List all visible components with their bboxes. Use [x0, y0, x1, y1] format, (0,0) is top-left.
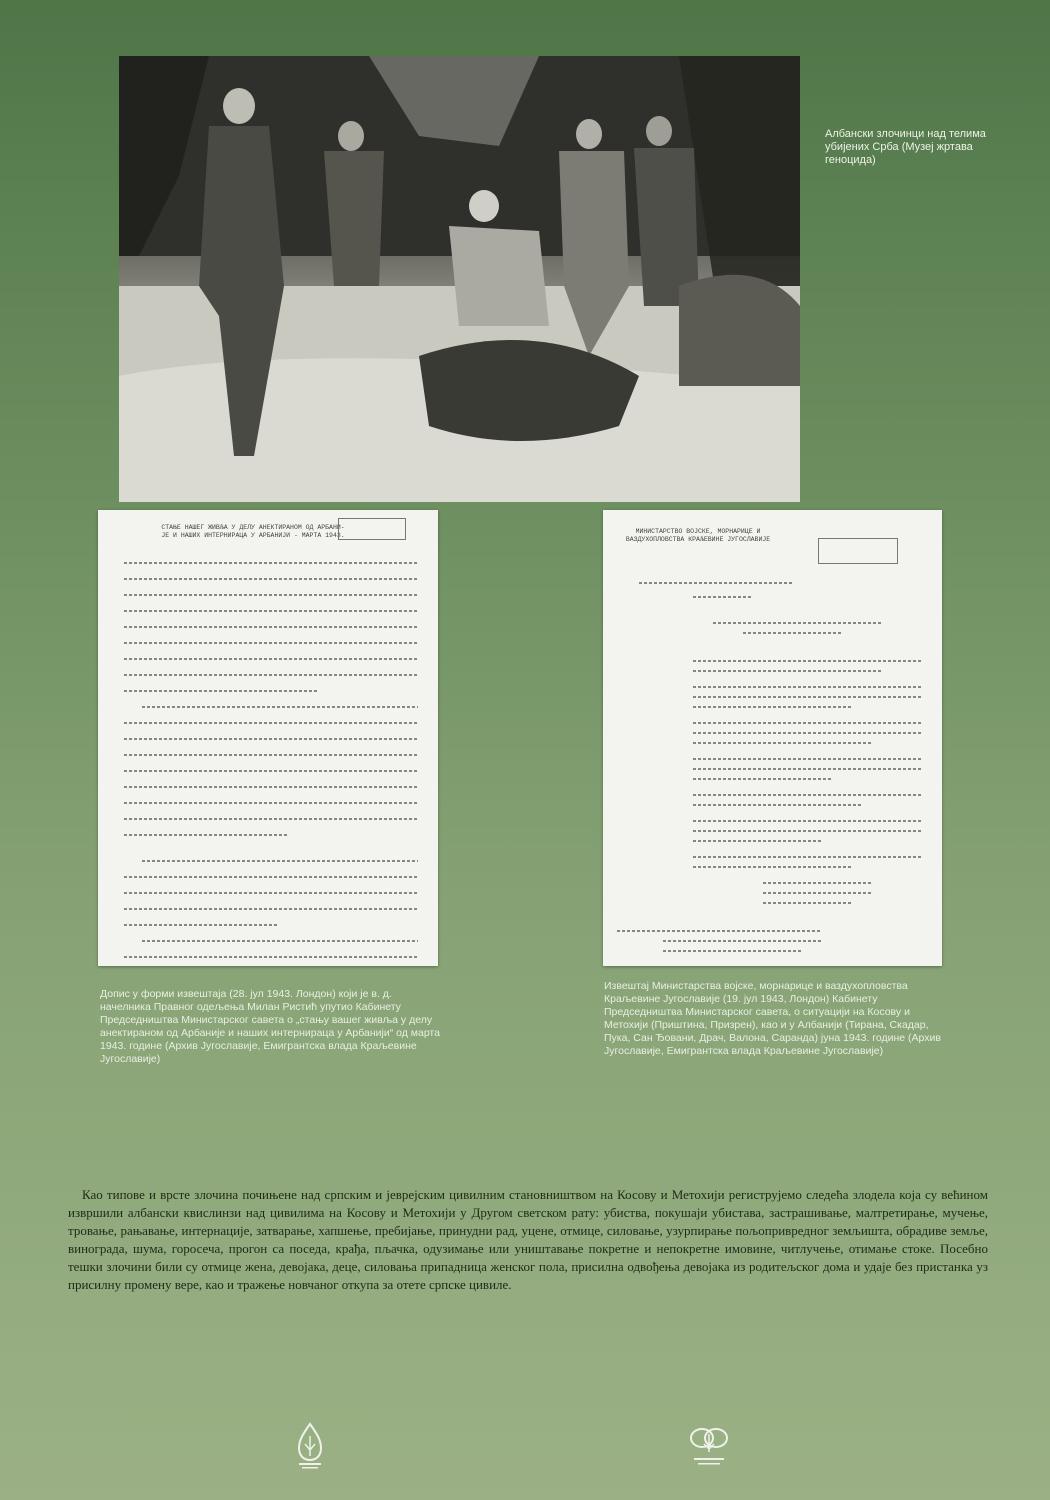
document-right-heading: МИНИСТАРСТВО ВОЈСКЕ, МОРНАРИЦЕ И ВАЗДУХОПЛОВСТВА КРАЉЕВИНЕ ЈУГОСЛАВИЈЕ: [625, 528, 771, 543]
body-paragraph: Као типове и врсте злочина почињене над српским и јеврејским цивилним становништвом на Косову и Метохији региструјемо следећа злодела која су већином извршили албански квислинзи над цивилима на Косову и Метохији у Другом светском рату: убиства, покушаји убистава, застрашивање, малтретирање, мучење, тровање, рањавање, интернације, затварање, хапшење, пребијање, принудни рад, уцене, отмице, силовање, узурпирање пољопривредног земљишта, обрадиве земље, винограда, шума, горосеча, прогон са поседа, крађа, пљачка, одузимање или уништавање покретне и непокретне имовине, читлучење, отимање стоке. Посебно тешки злочини били су отмице жена, девојака, деце, силовања припадница женског пола, присилна одвођења девојака из родитељског дома и удаје без пристанка уз присилну промену вере, као и тражење новчаног откупа за отете српске цивиле.: [68, 1187, 988, 1292]
document-right: [603, 510, 942, 966]
photo-illustration: [119, 56, 800, 502]
right-logo-icon: [686, 1422, 732, 1468]
archive-stamp-right: [818, 538, 898, 564]
document-left: [98, 510, 438, 966]
left-logo-icon: [293, 1422, 327, 1470]
document-left-heading: СТАЊЕ НАШЕГ ЖИВЉА У ДЕЛУ АНЕКТИРАНОМ ОД АРБАНИ-ЈЕ И НАШИХ ИНТЕРНИРАЦА У АРБАНИЈИ - МАРТА 1943.: [161, 524, 345, 539]
document-right-caption: Извештај Министарства војске, морнарице и ваздухопловства Краљевине Југославије (19. јул 1943, Лондон) Кабинету Председништва Министарског савета, о ситуацији на Косову и Метохији (Приштина, Призрен), као и у Албанији (Тирана, Скадар, Пука, Сан Ђовани, Драч, Валона, Саранда) јуна 1943. године (Архив Југославије, Емигрантска влада Краљевине Југославије): [604, 980, 941, 1057]
historical-photo: [119, 56, 800, 502]
document-left-caption: Допис у форми извештаја (28. јул 1943. Лондон) који је в. д. начелника Правног одељења Милан Ристић упутио Кабинету Председништва Министарског савета о „стању вашег живља у делу анектираном од Арбаније и наших интернираца у Арбанији“ од марта 1943. године (Архив Југославије, Емигрантска влада Краљевине Југославије): [100, 988, 440, 1065]
photo-caption: Албански злочинци над телима убијених Срба (Музеј жртава геноцида): [825, 128, 986, 166]
archive-stamp: [338, 518, 406, 540]
